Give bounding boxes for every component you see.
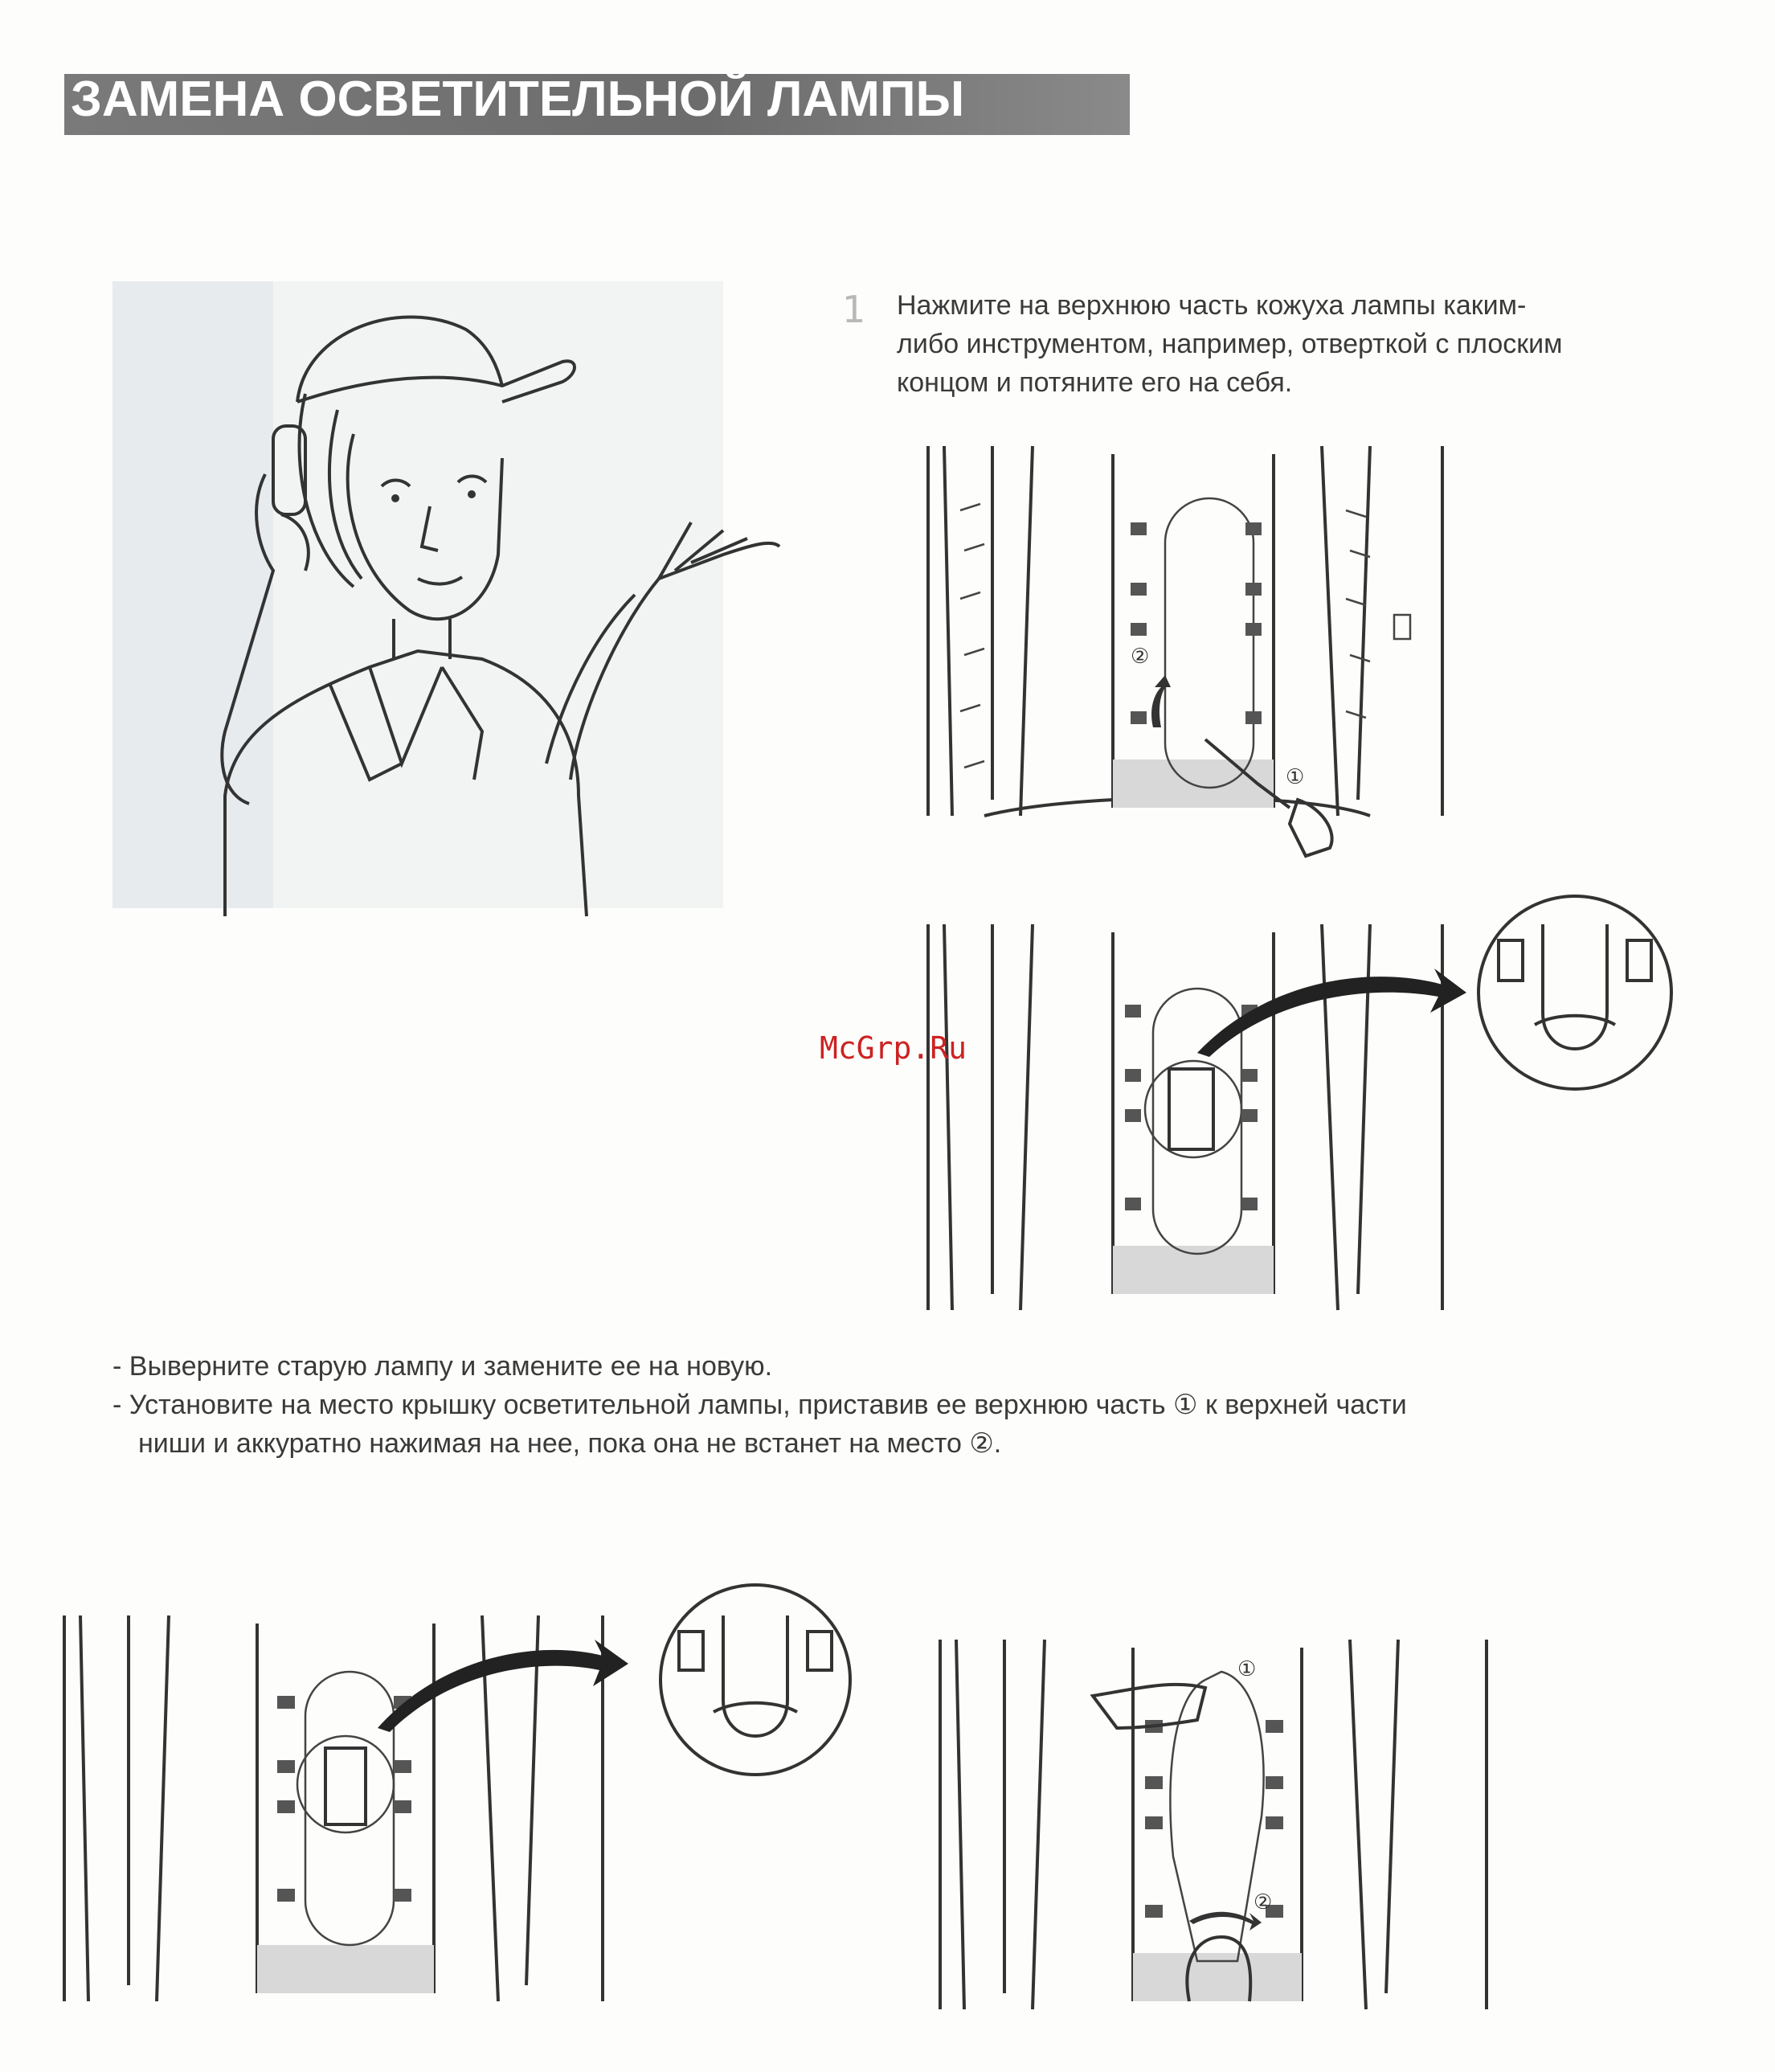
marker-1: ①	[1286, 765, 1305, 789]
step1-line: либо инструментом, например, отверткой с плоским	[897, 329, 1563, 359]
step-number: 1	[842, 288, 866, 331]
illustration-woman-phone	[64, 281, 787, 916]
instruction-line: ниши и аккуратно нажимая на нее, пока она не встанет на место ②.	[138, 1428, 1002, 1459]
figure-unscrew-lamp	[920, 892, 1659, 1310]
figure-install-cover	[932, 1615, 1511, 2017]
figure-pry-lamp-cover	[920, 446, 1466, 856]
instruction-list	[112, 1347, 1687, 1463]
marker-2: ②	[1254, 1890, 1273, 1914]
marker-1: ①	[1237, 1657, 1257, 1681]
step1-line: Нажмите на верхнюю часть кожуха лампы каким-	[897, 290, 1527, 321]
step1-instructions	[897, 286, 1708, 402]
watermark: McGrp.Ru	[820, 1030, 967, 1066]
step1-line: концом и потяните его на себя.	[897, 367, 1293, 398]
figure-replace-lamp	[56, 1567, 828, 2017]
instruction-line: - Выверните старую лампу и замените ее на новую.	[112, 1351, 773, 1382]
instruction-line: - Установите на место крышку осветительной лампы, приставив ее верхнюю часть ① к верхней части	[112, 1390, 1407, 1420]
page-title: ЗАМЕНА ОСВЕТИТЕЛЬНОЙ ЛАМПЫ	[71, 72, 965, 127]
marker-2: ②	[1131, 645, 1150, 669]
